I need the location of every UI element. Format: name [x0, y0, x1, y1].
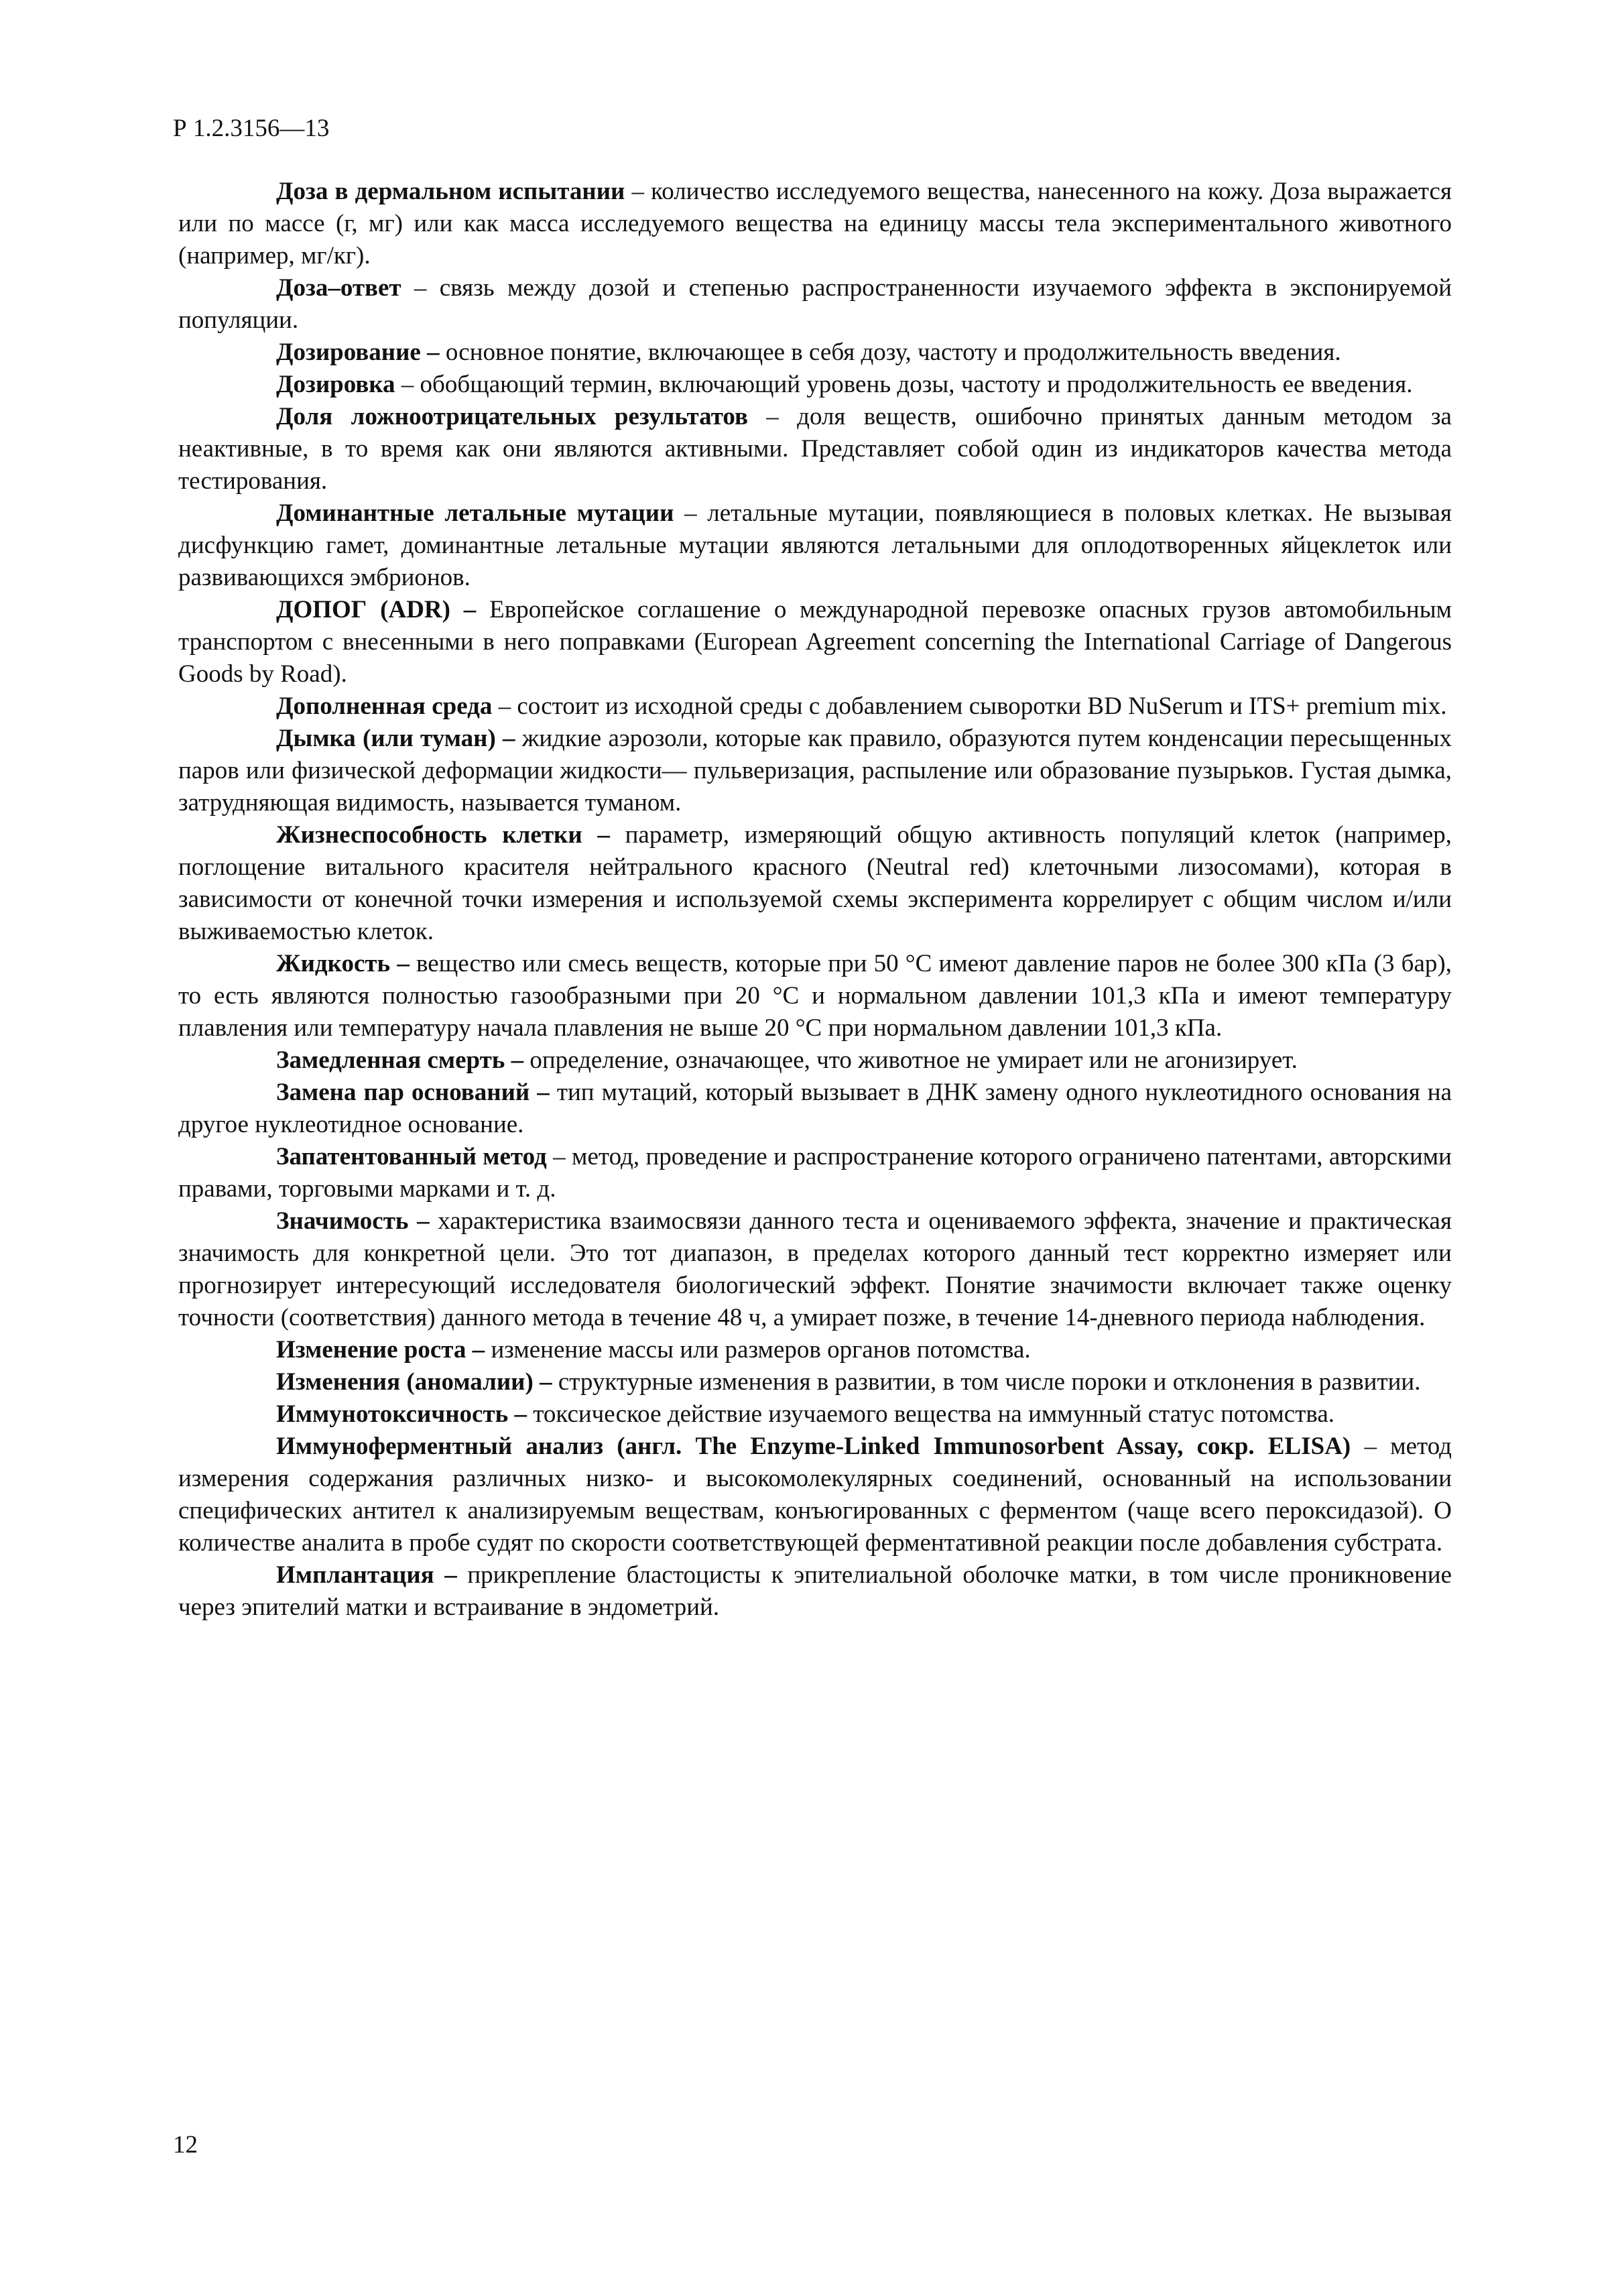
glossary-term: Дозировка [276, 371, 395, 398]
glossary-definition: – метод измерения содержания различных низко- и высокомолекулярных соединений, основанный на использовании специфических антител к анализируемым веществам, конъюгированных с ферментом (чаще всего пероксидазой). О количестве аналита в пробе судят по скорости соответствующей ферментативной реакции после добавления субстрата. [178, 1433, 1452, 1557]
glossary-definition: прикрепление бластоцисты к эпителиальной оболочке матки, в том числе проникновение через эпителий матки и встраивание в эндометрий. [178, 1561, 1452, 1621]
glossary-definition: токсическое действие изучаемого вещества на иммунный статус потомства. [526, 1400, 1335, 1428]
glossary-definition: параметр, измеряющий общую активность популяций клеток (например, поглощение витального красителя нейтрального красного (Neutral red) клеточными лизосомами), которая в зависимости от конечной точки измерения и используемой схемы эксперимента коррелирует с общим числом и/или выживаемостью клеток. [178, 821, 1452, 945]
glossary-term: Дымка (или туман) – [276, 725, 515, 752]
glossary-definition: изменение массы или размеров органов потомства. [485, 1336, 1031, 1364]
glossary-definition: – связь между дозой и степенью распространенности изучаемого эффекта в экспонируемой популяции. [178, 274, 1452, 334]
glossary-term: Изменения (аномалии) – [276, 1368, 552, 1396]
glossary-entry [178, 1366, 1452, 1398]
glossary-definition: вещество или смесь веществ, которые при 50 °С имеют давление паров не более 300 кПа (3 бар), то есть являются полностью газообразными при 20 °С и нормальном давлении 101,3 кПа и имеют температуру плавления или температуру начала плавления не выше 20 °С при нормальном давлении 101,3 кПа. [178, 950, 1452, 1042]
glossary-entry [178, 176, 1452, 272]
glossary-term: Доза–ответ [276, 274, 401, 302]
glossary-definition: – летальные мутации, появляющиеся в половых клетках. Не вызывая дисфункцию гамет, доминантные летальные мутации являются летальными для оплодотворенных яйцеклеток или развивающихся эмбрионов. [178, 499, 1452, 591]
glossary-entry [178, 594, 1452, 690]
glossary-entry [178, 1044, 1452, 1077]
glossary-definition: – доля веществ, ошибочно принятых данным методом за неактивные, в то время как они являются активными. Представляет собой один из индикаторов качества метода тестирования. [178, 403, 1452, 495]
glossary-term: Замена пар оснований – [276, 1079, 550, 1106]
glossary-definition: основное понятие, включающее в себя дозу, частоту и продолжительность введения. [439, 339, 1341, 366]
glossary-definition: – состоит из исходной среды с добавлением сыворотки BD NuSerum и ITS+ premium mix. [492, 692, 1447, 720]
glossary-term: Жидкость – [276, 950, 410, 977]
glossary-term: ДОПОГ (ADR) – [276, 596, 477, 623]
glossary-term: Доля ложноотрицательных результатов [276, 403, 748, 430]
glossary-entry [178, 337, 1452, 369]
glossary-entry [178, 690, 1452, 723]
glossary-entry [178, 1205, 1452, 1334]
glossary-term: Запатентованный метод [276, 1143, 547, 1170]
glossary-definition: – количество исследуемого вещества, нанесенного на кожу. Доза выражается или по массе (г, мг) или как масса исследуемого вещества на единицу массы тела экспериментального животного (например, мг/кг). [178, 178, 1452, 269]
glossary-entry [178, 369, 1452, 401]
glossary-entry [178, 723, 1452, 819]
glossary-entry [178, 1141, 1452, 1205]
glossary-definition: – метод, проведение и распространение которого ограничено патентами, авторскими правами, торговыми марками и т. д. [178, 1143, 1452, 1203]
glossary-entry [178, 1431, 1452, 1559]
glossary-entry [178, 1334, 1452, 1366]
glossary-entry [178, 497, 1452, 594]
glossary-term: Доза в дермальном испытании [276, 178, 625, 205]
page-number: 12 [173, 2131, 198, 2159]
glossary-term: Дозирование – [276, 339, 440, 366]
glossary-definition: жидкие аэрозоли, которые как правило, образуются путем конденсации пересыщенных паров или физической деформации жидкости— пульверизация, распыление или образование пузырьков. Густая дымка, затрудняющая видимость, называется туманом. [178, 725, 1452, 817]
glossary-definition: тип мутаций, который вызывает в ДНК замену одного нуклеотидного основания на другое нуклеотидное основание. [178, 1079, 1452, 1138]
glossary-entry [178, 272, 1452, 337]
glossary-entry [178, 1077, 1452, 1141]
glossary-body [178, 176, 1452, 1624]
glossary-definition: структурные изменения в развитии, в том числе пороки и отклонения в развитии. [552, 1368, 1421, 1396]
document-code: Р 1.2.3156—13 [173, 115, 330, 142]
glossary-term: Иммунотоксичность – [276, 1400, 527, 1428]
glossary-definition: характеристика взаимосвязи данного теста и оцениваемого эффекта, значение и практическая значимость для конкретной цели. Это тот диапазон, в пределах которого данный тест корректно измеряет или прогнозирует интересующий исследователя биологический эффект. Понятие значимости включает также оценку точности (соответствия) данного метода в течение 48 ч, а умирает позже, в течение 14-дневного периода наблюдения. [178, 1207, 1452, 1331]
glossary-definition: Европейское соглашение о международной перевозке опасных грузов автомобильным транспортом с внесенными в него поправками (European Agreement concerning the International Carriage of Dangerous Goods by Road). [178, 596, 1452, 688]
glossary-term: Значимость – [276, 1207, 430, 1235]
glossary-entry [178, 819, 1452, 948]
glossary-term: Изменение роста – [276, 1336, 485, 1364]
glossary-term: Дополненная среда [276, 692, 493, 720]
glossary-definition: определение, означающее, что животное не умирает или не агонизирует. [523, 1046, 1298, 1074]
glossary-term: Иммуноферментный анализ (англ. The Enzyme-Linked Immunosorbent Assay, сокр. ELISA) [276, 1433, 1351, 1460]
glossary-term: Имплантация – [276, 1561, 457, 1589]
glossary-term: Доминантные летальные мутации [276, 499, 674, 527]
glossary-term: Жизнеспособность клетки – [276, 821, 610, 849]
glossary-entry [178, 401, 1452, 497]
glossary-entry [178, 1559, 1452, 1624]
glossary-entry [178, 1398, 1452, 1431]
glossary-entry [178, 948, 1452, 1044]
glossary-term: Замедленная смерть – [276, 1046, 524, 1074]
glossary-definition: – обобщающий термин, включающий уровень дозы, частоту и продолжительность ее введения. [395, 371, 1413, 398]
